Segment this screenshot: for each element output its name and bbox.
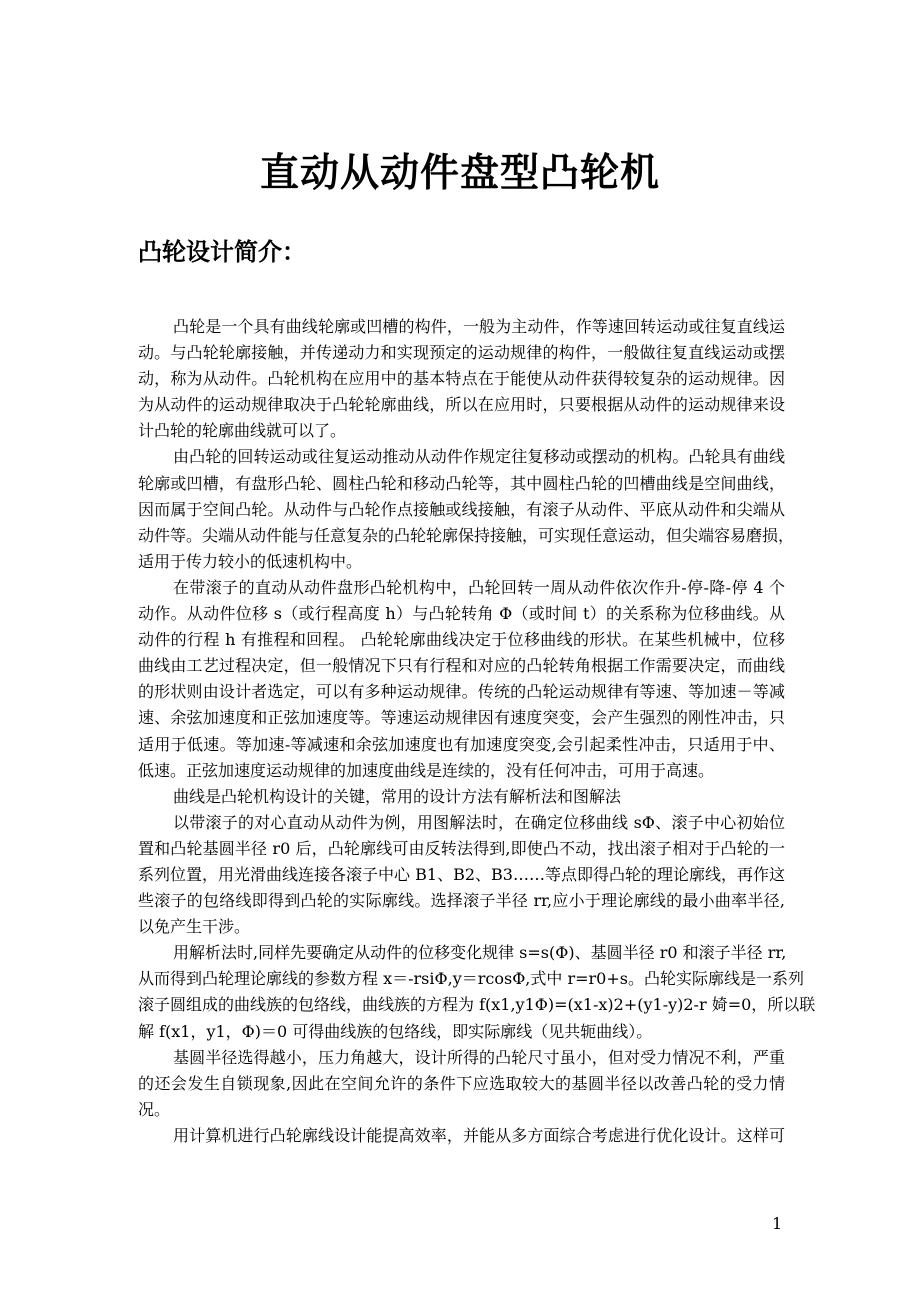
paragraph [138, 1045, 785, 1123]
paragraph-line: 动，称为从动件。凸轮机构在应用中的基本特点在于能使从动件获得较复杂的运动规律。因 [138, 369, 785, 389]
paragraph-line: 些滚子的包络线即得到凸轮的实际廓线。选择滚子半径 rr,应小于理论廓线的最小曲率半径, [138, 891, 785, 911]
paragraph-line: 在带滚子的直动从动件盘形凸轮机构中，凸轮回转一周从动件依次作升-停-降-停 4 个 [173, 577, 785, 597]
paragraph-line: 以带滚子的对心直动从动件为例，用图解法时，在确定位移曲线 sΦ、滚子中心初始位 [173, 812, 785, 832]
paragraph-line: 轮廓或凹槽，有盘形凸轮、圆柱凸轮和移动凸轮等，其中圆柱凸轮的凹槽曲线是空间曲线， [138, 473, 785, 493]
paragraph-line: 用解析法时,同样先要确定从动件的位移变化规律 s=s(Φ)、基圆半径 r0 和滚子半径 rr, [173, 943, 787, 963]
paragraph [138, 444, 795, 574]
paragraph-line: 动。与凸轮轮廓接触，并传递动力和实现预定的运动规律的构件，一般做往复直线运动或摆 [138, 343, 785, 363]
document-body [138, 314, 816, 1149]
paragraph-line: 适用于传力较小的低速机构中。 [138, 551, 363, 571]
paragraph-line: 计凸轮的轮廓曲线就可以了。 [138, 421, 347, 441]
paragraph-line: 为从动件的运动规律取决于凸轮轮廓曲线，所以在应用时，只要根据从动件的运动规律来设 [138, 395, 785, 415]
paragraph-line: 由凸轮的回转运动或往复运动推动从动件作规定往复移动或摆动的机构。凸轮具有曲线 [173, 447, 785, 467]
paragraph-line: 低速。正弦加速度运动规律的加速度曲线是连续的，没有任何冲击，可用于高速。 [138, 760, 715, 780]
paragraph-line: 适用于低速。等加速-等减速和余弦加速度也有加速度突变,会引起柔性冲击，只适用于中、 [138, 734, 785, 754]
paragraph [138, 940, 816, 1044]
paragraph-line: 置和凸轮基圆半径 r0 后，凸轮廓线可由反转法得到,即使凸不动，找出滚子相对于凸轮的一 [138, 838, 785, 858]
paragraph-line: 系列位置，用光滑曲线连接各滚子中心 B1、B2、B3……等点即得凸轮的理论廓线，再作这 [138, 864, 785, 884]
page-number: 1 [772, 1214, 783, 1233]
paragraph [138, 575, 785, 784]
paragraph-line: 以免产生干涉。 [138, 917, 251, 937]
paragraph-line: 从而得到凸轮理论廓线的参数方程 x＝-rsiΦ,y＝rcosΦ,式中 r=r0+s。凸轮实际廓线是一系列 [138, 969, 804, 989]
paragraph-line: 曲线由工艺过程决定，但一般情况下只有行程和对应的凸轮转角根据工作需要决定，而曲线 [138, 656, 785, 676]
paragraph-line: 况。 [138, 1099, 171, 1119]
paragraph [138, 314, 785, 444]
paragraph-line: 曲线是凸轮机构设计的关键，常用的设计方法有解析法和图解法 [173, 786, 622, 806]
paragraph-line: 动作。从动件位移 s（或行程高度 h）与凸轮转角 Φ（或时间 t）的关系称为位移曲线。从 [138, 604, 785, 624]
paragraph [138, 1123, 785, 1149]
paragraph-line: 的还会发生自锁现象,因此在空间允许的条件下应选取较大的基圆半径以改善凸轮的受力情 [138, 1073, 785, 1093]
paragraph-line: 的形状则由设计者选定，可以有多种运动规律。传统的凸轮运动规律有等速、等加速－等减 [138, 682, 785, 702]
paragraph-line: 动件等。尖端从动件能与任意复杂的凸轮轮廓保持接触，可实现任意运动，但尖端容易磨损， [138, 525, 795, 545]
section-heading: 凸轮设计简介： [138, 238, 306, 266]
paragraph-line: 基圆半径选得越小，压力角越大，设计所得的凸轮尺寸虽小，但对受力情况不利，严重 [173, 1047, 785, 1067]
paragraph [138, 784, 785, 810]
paragraph-line: 动件的行程 h 有推程和回程。 凸轮轮廓曲线决定于位移曲线的形状。在某些机械中，位移 [138, 630, 785, 650]
document-title: 直动从动件盘型凸轮机 [259, 151, 660, 196]
paragraph [138, 810, 785, 940]
paragraph-line: 用计算机进行凸轮廓线设计能提高效率，并能从多方面综合考虑进行优化设计。这样可 [173, 1125, 785, 1145]
paragraph-line: 解 f(x1，y1，Φ)＝0 可得曲线族的包络线，即实际廓线（见共轭曲线）。 [138, 1021, 653, 1041]
paragraph-line: 滚子圆组成的曲线族的包络线，曲线族的方程为 f(x1,y1Φ)=(x1-x)2+(y1-y)2-r 婍=0，所以联 [138, 995, 816, 1015]
paragraph-line: 因而属于空间凸轮。从动件与凸轮作点接触或线接触，有滚子从动件、平底从动件和尖端从 [138, 499, 785, 519]
paragraph-line: 凸轮是一个具有曲线轮廓或凹槽的构件，一般为主动件，作等速回转运动或往复直线运 [173, 317, 785, 336]
paragraph-line: 速、余弦加速度和正弦加速度等。等速运动规律因有速度突变，会产生强烈的刚性冲击，只 [138, 708, 785, 728]
